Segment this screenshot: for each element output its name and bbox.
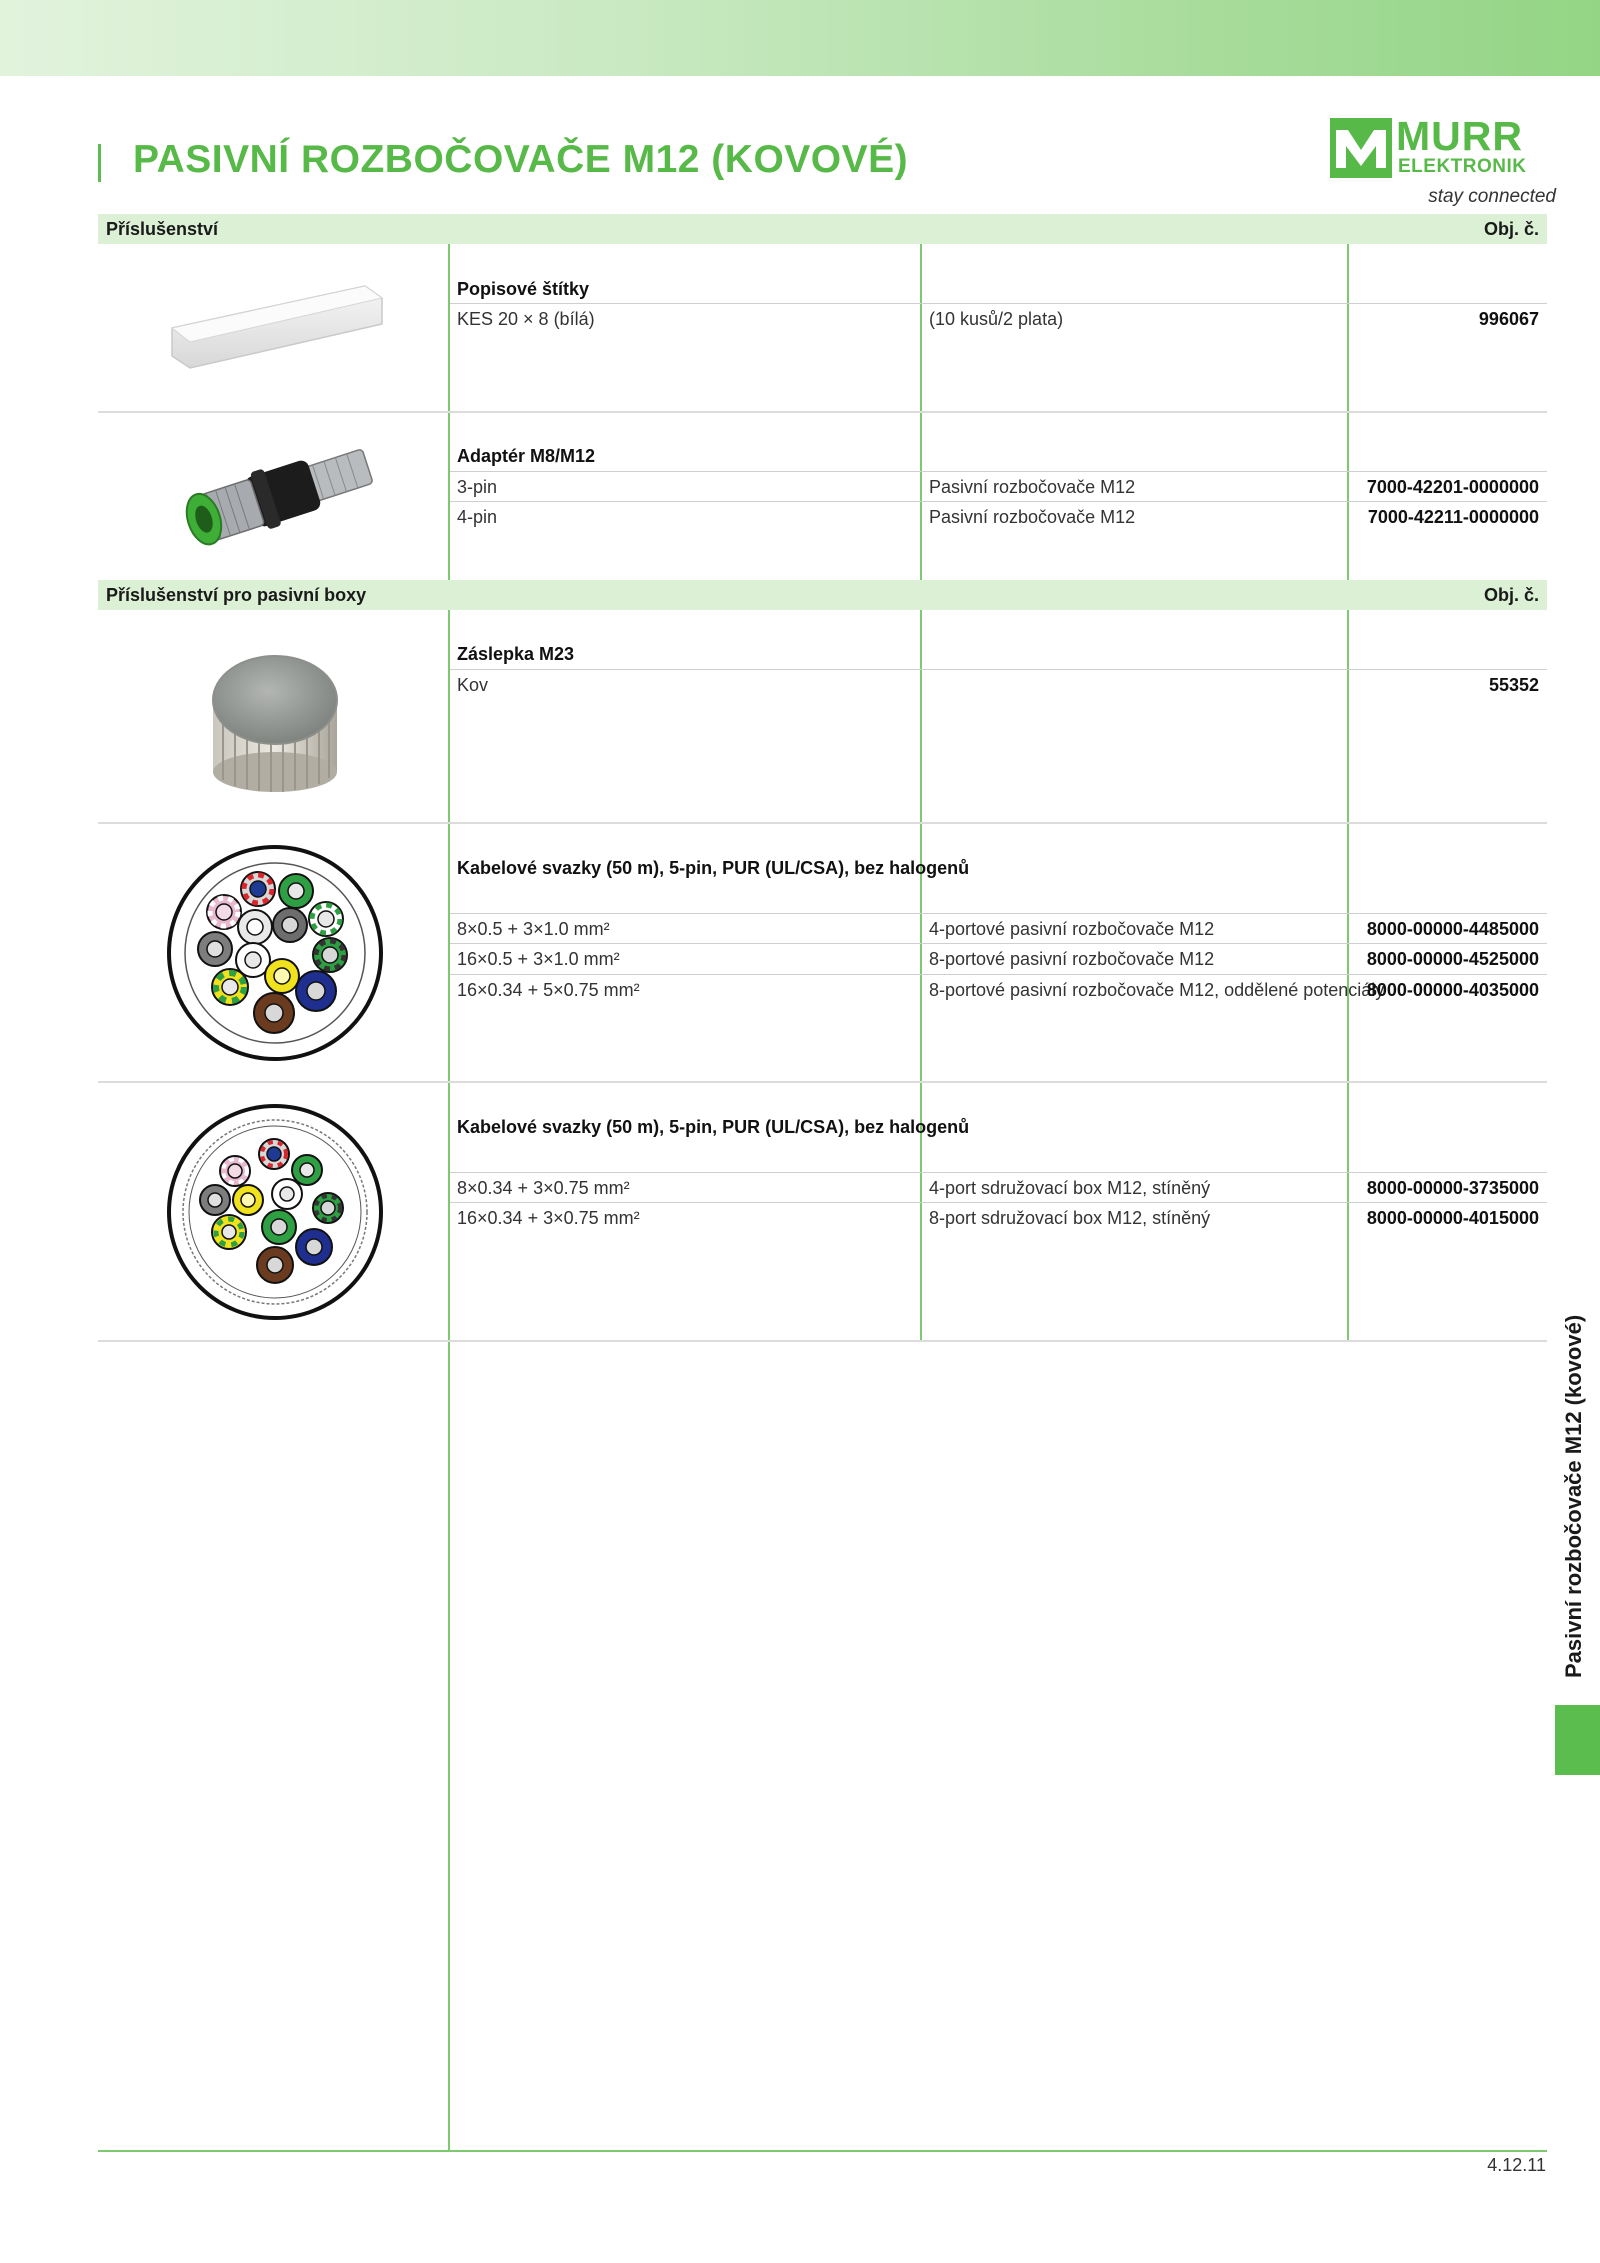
product-note: Pasivní rozbočovače M12 <box>929 477 1136 497</box>
product-note: 4-portové pasivní rozbočovače M12 <box>929 919 1215 939</box>
logo-brand: MURR <box>1396 113 1523 159</box>
row-divider <box>450 303 1547 304</box>
product-name: Kabelové svazky (50 m), 5-pin, PUR (UL/CSA), bez halogenů <box>457 858 970 878</box>
product-name: Záslepka M23 <box>457 644 575 664</box>
row-divider <box>450 913 1547 914</box>
product-image-label-strip <box>160 268 390 378</box>
label-strip-icon <box>160 268 390 378</box>
page-title: PASIVNÍ ROZBOČOVAČE M12 (KOVOVÉ) <box>133 138 909 181</box>
row-divider <box>450 974 1547 975</box>
logo-tagline: stay connected <box>1428 186 1556 207</box>
section-header <box>98 580 1547 610</box>
row-divider <box>450 1202 1547 1203</box>
row-divider <box>450 501 1547 502</box>
column-divider <box>448 214 450 2151</box>
product-desc: 8×0.5 + 3×1.0 mm² <box>457 919 610 939</box>
product-image-m8-m12-adapter <box>160 430 390 560</box>
row-divider <box>450 943 1547 944</box>
section-heading: Příslušenství pro pasivní boxy <box>106 585 367 605</box>
order-heading: Obj. č. <box>1483 585 1539 605</box>
product-desc: 3-pin <box>457 477 498 497</box>
product-desc: 8×0.34 + 3×0.75 mm² <box>457 1178 630 1198</box>
cable-cross-section-shielded-icon <box>165 1102 385 1322</box>
product-image-m23-cap <box>195 640 355 800</box>
order-number: 8000-00000-4015000 <box>1366 1208 1539 1228</box>
product-desc: 16×0.5 + 3×1.0 mm² <box>457 949 620 969</box>
top-band <box>0 0 1600 76</box>
order-number: 8000-00000-4485000 <box>1366 919 1539 939</box>
cap-icon <box>195 640 355 800</box>
row-divider <box>450 471 1547 472</box>
product-divider <box>98 1081 1547 1083</box>
side-section-tab <box>1555 1705 1600 1775</box>
product-image-cable-cross-section <box>165 843 385 1063</box>
product-note: Pasivní rozbočovače M12 <box>929 507 1136 527</box>
product-note: 8-portové pasivní rozbočovače M12 <box>929 949 1215 969</box>
page-number: 4.12.11 <box>1487 2155 1546 2175</box>
footer-rule <box>98 2150 1547 2152</box>
product-desc: 16×0.34 + 5×0.75 mm² <box>457 980 640 1000</box>
order-number: 996067 <box>1478 309 1539 329</box>
product-desc: 4-pin <box>457 507 498 527</box>
product-divider <box>98 411 1547 413</box>
product-divider <box>98 822 1547 824</box>
order-number: 8000-00000-4035000 <box>1366 980 1539 1000</box>
product-note: 8-port sdružovací box M12, stíněný <box>929 1208 1211 1228</box>
side-section-label: Pasivní rozbočovače M12 (kovové) <box>1561 1314 1586 1678</box>
title-accent-bar <box>98 144 101 182</box>
product-divider <box>98 1340 1547 1342</box>
order-number: 8000-00000-3735000 <box>1366 1178 1539 1198</box>
order-number: 8000-00000-4525000 <box>1366 949 1539 969</box>
product-note: 4-port sdružovací box M12, stíněný <box>929 1178 1211 1198</box>
section-header <box>98 214 1547 244</box>
murr-logo <box>1330 113 1560 214</box>
adapter-icon <box>160 430 390 560</box>
product-name: Adaptér M8/M12 <box>457 446 596 466</box>
product-image-cable-cross-section-shielded <box>165 1102 385 1322</box>
cable-cross-section-icon <box>165 843 385 1063</box>
product-desc: 16×0.34 + 3×0.75 mm² <box>457 1208 640 1228</box>
row-divider <box>450 1172 1547 1173</box>
order-heading: Obj. č. <box>1483 219 1539 239</box>
product-note: 8-portové pasivní rozbočovače M12, oddělené potenciály <box>929 980 1385 1000</box>
product-note: (10 kusů/2 plata) <box>929 309 1064 329</box>
product-desc: Kov <box>457 675 489 695</box>
order-number: 7000-42201-0000000 <box>1366 477 1539 497</box>
order-number: 55352 <box>1488 675 1539 695</box>
product-name: Kabelové svazky (50 m), 5-pin, PUR (UL/CSA), bez halogenů <box>457 1117 970 1137</box>
row-divider <box>450 669 1547 670</box>
murr-logo-icon <box>1330 118 1392 178</box>
section-heading: Příslušenství <box>106 219 219 239</box>
order-number: 7000-42211-0000000 <box>1367 507 1539 527</box>
product-name: Popisové štítky <box>457 279 590 299</box>
product-desc: KES 20 × 8 (bílá) <box>457 309 595 329</box>
logo-sub: ELEKTRONIK <box>1398 156 1527 177</box>
